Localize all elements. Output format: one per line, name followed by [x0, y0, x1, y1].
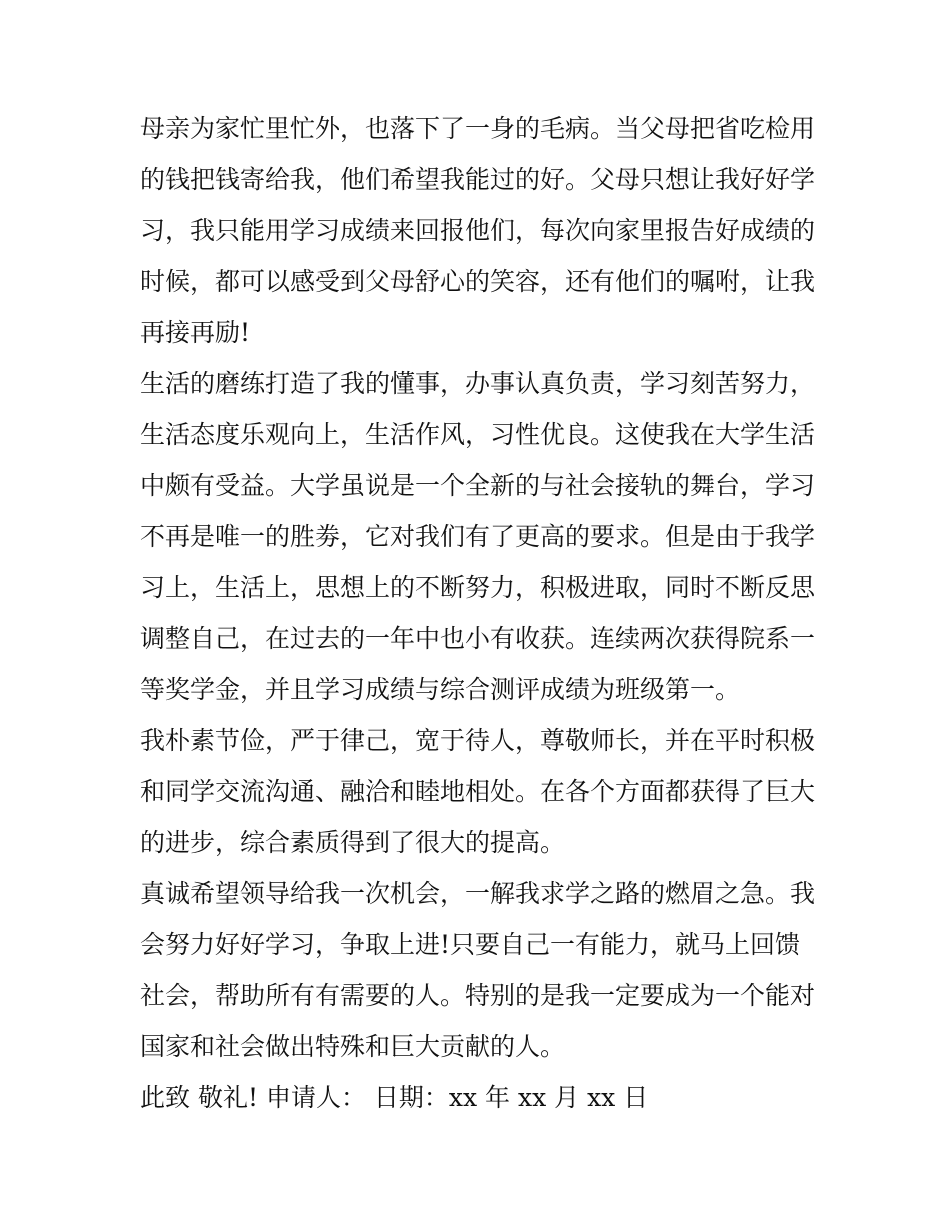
text-line: 我朴素节俭，严于律己，宽于待人，尊敬师长，并在平时积极	[140, 726, 816, 755]
text-line: 中颇有受益。大学虽说是一个全新的与社会接轨的舞台，学习	[140, 471, 816, 500]
text-line: 等奖学金，并且学习成绩与综合测评成绩为班级第一。	[140, 675, 741, 704]
text-line: 调整自己，在过去的一年中也小有收获。连续两次获得院系一	[140, 624, 816, 653]
text-line: 母亲为家忙里忙外，也落下了一身的毛病。当父母把省吃检用	[140, 114, 816, 143]
text-line: 再接再励!	[140, 318, 251, 347]
paragraph-request	[140, 868, 820, 1072]
text-line: 的进步，综合素质得到了很大的提高。	[140, 828, 566, 857]
paragraph-parents	[140, 103, 820, 358]
text-line: 习，我只能用学习成绩来回报他们，每次向家里报告好成绩的	[140, 216, 816, 245]
text-line: 真诚希望领导给我一次机会，一解我求学之路的燃眉之急。我	[140, 879, 816, 908]
text-line: 生活的磨练打造了我的懂事，办事认真负责，学习刻苦努力，	[140, 369, 816, 398]
document-body	[140, 103, 820, 1123]
text-line: 生活态度乐观向上，生活作风，习性优良。这使我在大学生活	[140, 420, 816, 449]
paragraph-life-study	[140, 358, 820, 715]
text-line: 和同学交流沟通、融洽和睦地相处。在各个方面都获得了巨大	[140, 777, 816, 806]
paragraph-character	[140, 715, 820, 868]
text-line: 时候，都可以感受到父母舒心的笑容，还有他们的嘱咐，让我	[140, 267, 816, 296]
text-line: 社会，帮助所有有需要的人。特别的是我一定要成为一个能对	[140, 981, 816, 1010]
text-line: 习上，生活上，思想上的不断努力，积极进取，同时不断反思	[140, 573, 816, 602]
text-line: 国家和社会做出特殊和巨大贡献的人。	[140, 1032, 566, 1061]
text-line: 不再是唯一的胜劵，它对我们有了更高的要求。但是由于我学	[140, 522, 816, 551]
closing-signature	[140, 1072, 820, 1123]
text-line: 会努力好好学习，争取上进!只要自己一有能力，就马上回馈	[140, 930, 801, 959]
text-line: 此致 敬礼! 申请人： 日期：xx 年 xx 月 xx 日	[140, 1083, 649, 1112]
text-line: 的钱把钱寄给我，他们希望我能过的好。父母只想让我好好学	[140, 165, 816, 194]
